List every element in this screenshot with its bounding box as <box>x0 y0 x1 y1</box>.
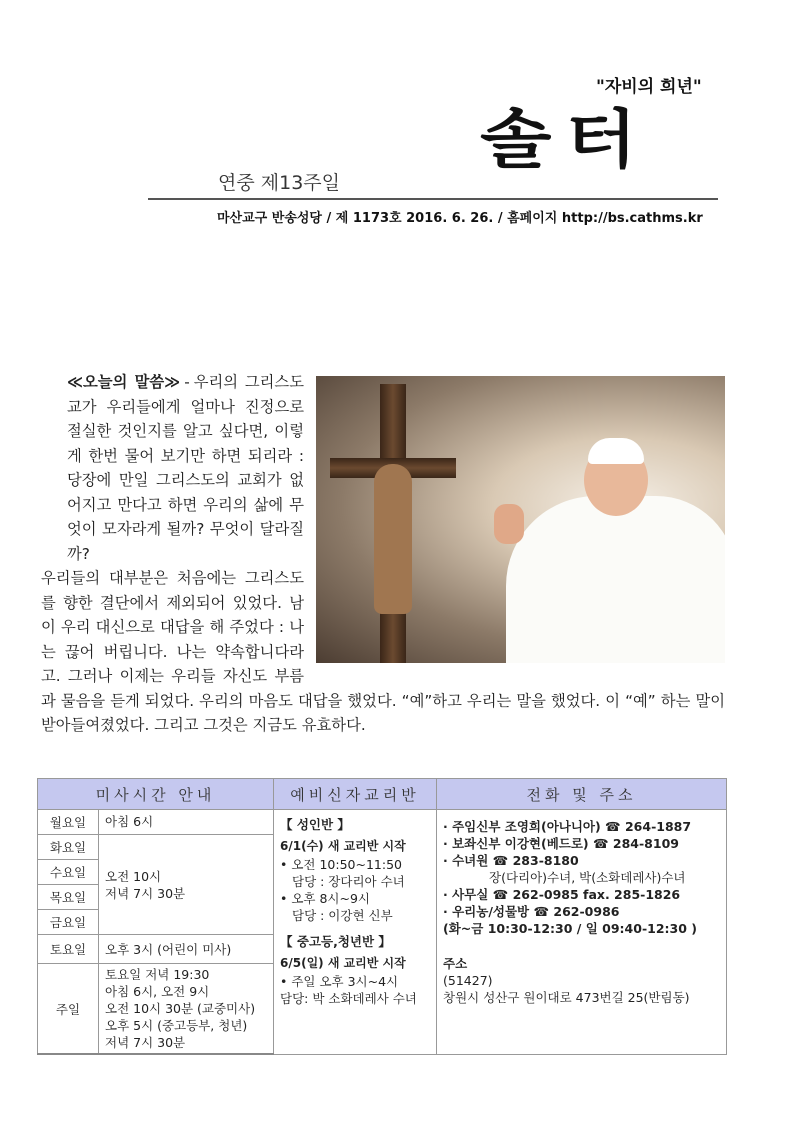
liturgical-week: 연중 제13주일 <box>218 172 340 194</box>
mass-day: 주일 <box>38 964 99 1055</box>
table-row <box>38 810 727 835</box>
contact-line: · 보좌신부 이강현(베드로) ☎ 284-8109 <box>443 836 679 851</box>
corpus-figure <box>374 464 412 614</box>
catechism-header: 예비신자교리반 <box>274 779 437 810</box>
contact-line: · 주임신부 조영희(아나니아) ☎ 264-1887 <box>443 819 692 834</box>
mass-day: 화요일 <box>38 835 99 860</box>
sermon-text-1: 우리의 그리스도교가 우리들에게 얼마나 진정으로 절실한 것인지를 알고 싶다면, 이렇게 한번 물어 보기만 하면 되리라 : 당장에 만일 그리스도의 교회가 없어지고 만다고 하면 우리의 삶에 무엇이 모자라게 될까? 무엇이 달라질까? <box>67 373 304 563</box>
header-rule <box>148 198 718 200</box>
sermon-heading: ≪오늘의 말씀≫ <box>67 373 181 391</box>
sermon-section <box>37 370 725 738</box>
mass-time: 저녁 7시 30분 <box>105 1035 186 1050</box>
mass-time: 오전 10시 <box>105 868 162 884</box>
sunday-mass-times <box>99 964 274 1055</box>
mass-time: 오전 10시 30분 (교중미사) <box>105 1001 256 1016</box>
sermon-text-2: 우리들의 대부분은 처음에는 그리스도를 향한 결단에서 제외되어 있었다. 남이 우리 대신으로 대답을 해 주었다 : 나는 끊어 버립니다. 나는 약속합니다라고. 그러나 이제는 우리들 자신도 부름과 물음을 듣게 되었다. 우리의 마음도 대답을 했었다. “예”하고 우리는 말을 했었다. 이 “예” 하는 말이 받아들여졌었다. 그리고 그것은 지금도 유효하다. <box>41 569 725 734</box>
mass-time: 오후 5시 (중고등부, 청년) <box>105 1018 248 1033</box>
catechism-item: • 오후 8시~9시 <box>280 891 370 906</box>
address: 창원시 성산구 원이대로 473번길 25(반림동) <box>443 990 690 1005</box>
contact-header: 전화 및 주소 <box>437 779 727 810</box>
masthead-title: 솔터 <box>480 102 651 177</box>
slogan: "자비의 희년" <box>596 77 702 97</box>
pope-robe <box>506 496 725 663</box>
mass-time: 토요일 저녁 19:30 <box>105 967 210 982</box>
mass-time-weekday <box>99 835 274 935</box>
adult-class-start: 6/1(수) 새 교리반 시작 <box>280 839 406 853</box>
catechism-item: • 오전 10:50~11:50 <box>280 857 402 872</box>
pope-crucifix-photo <box>316 376 725 663</box>
mass-day: 수요일 <box>38 860 99 885</box>
youth-class-start: 6/5(일) 새 교리반 시작 <box>280 956 406 970</box>
mass-day: 금요일 <box>38 910 99 935</box>
contact-line: (화~금 10:30-12:30 / 일 09:40-12:30 ) <box>443 921 697 936</box>
mass-day: 토요일 <box>38 935 99 964</box>
catechism-item: 담당: 박 소화데레사 수녀 <box>280 991 417 1006</box>
mass-day: 목요일 <box>38 885 99 910</box>
mass-time: 오후 3시 (어린이 미사) <box>99 935 274 964</box>
youth-class-title: 【 중고등,청년반 】 <box>280 934 391 949</box>
mass-times-header: 미사시간 안내 <box>38 779 274 810</box>
sermon-dash: - <box>184 373 190 391</box>
catechism-item: 담당 : 장다리아 수녀 <box>292 874 405 889</box>
postcode: (51427) <box>443 973 493 988</box>
contact-cell <box>437 810 727 1055</box>
table-header-row <box>38 779 727 810</box>
mass-day: 월요일 <box>38 810 99 835</box>
adult-class-title: 【 성인반 】 <box>280 817 350 832</box>
address-label: 주소 <box>443 956 468 971</box>
mass-time: 아침 6시, 오전 9시 <box>105 984 210 999</box>
publication-info: 마산교구 반송성당 / 제 1173호 2016. 6. 26. / 홈페이지 http://bs.cathms.kr <box>217 211 703 226</box>
contact-line: · 사무실 ☎ 262-0985 fax. 285-1826 <box>443 887 681 902</box>
schedule-table <box>37 778 727 1055</box>
catechism-item: • 주일 오후 3시~4시 <box>280 974 399 989</box>
mass-time: 저녁 7시 30분 <box>105 885 186 901</box>
catechism-cell <box>274 810 437 1055</box>
catechism-item: 담당 : 이강현 신부 <box>292 908 393 923</box>
contact-line: · 수녀원 ☎ 283-8180 <box>443 853 579 868</box>
mass-time: 아침 6시 <box>99 810 274 835</box>
contact-line: · 우리농/성물방 ☎ 262-0986 <box>443 904 620 919</box>
pope-zucchetto <box>588 438 644 464</box>
contact-line: 장(다리아)수녀, 박(소화데레사)수녀 <box>489 870 686 885</box>
pope-hand <box>494 504 524 544</box>
